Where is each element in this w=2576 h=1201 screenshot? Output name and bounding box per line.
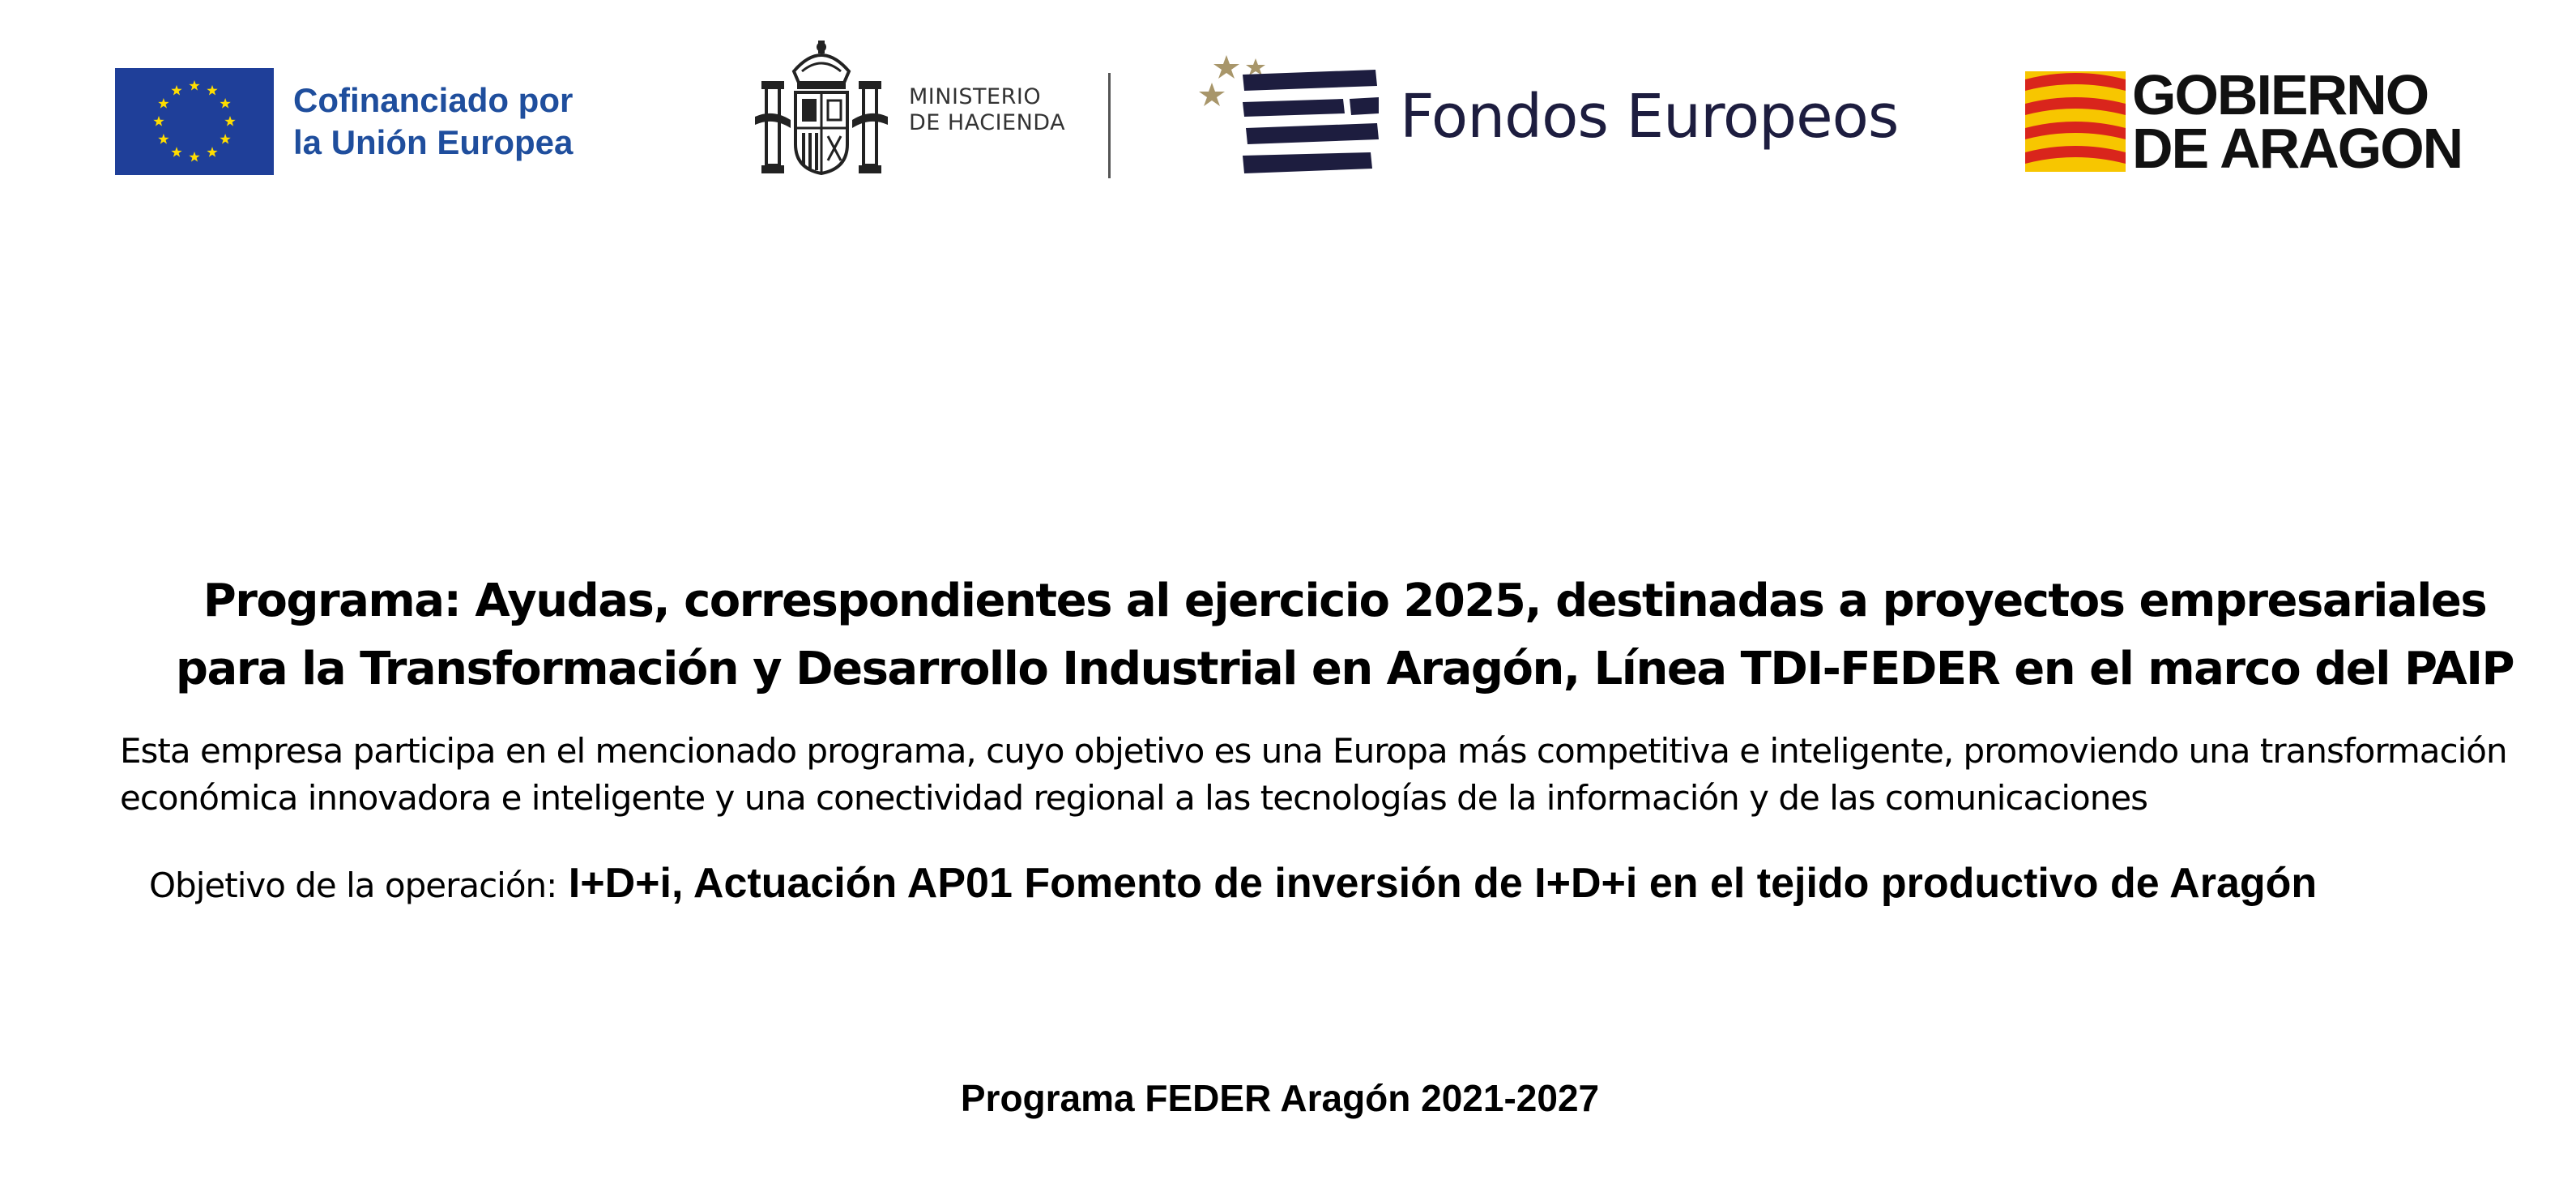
- objetivo-value: I+D+i, Actuación AP01 Fomento de inversión de I+D+i en el tejido productivo de Aragón: [568, 860, 2318, 907]
- feder-footer: Programa FEDER Aragón 2021-2027: [960, 1077, 1600, 1119]
- ministerio-line1: MINISTERIO: [909, 84, 1042, 109]
- gobierno-aragon-text: [2132, 63, 2463, 180]
- logo-bar: [0, 0, 2576, 194]
- programa-description: Esta empresa participa en el mencionado programa, cuyo objetivo es una Europa más competitiva e inteligente, promoviendo una transformación económica innovadora e inteligente y una conectividad regional a las tecnologías de la información y de las comunicaciones: [120, 731, 2507, 818]
- aragon-line1: GOBIERNO: [2132, 63, 2429, 126]
- ministerio-line2: DE HACIENDA: [909, 110, 1066, 135]
- ministerio-logo-text: [909, 84, 1065, 136]
- aragon-flag-icon: [2025, 71, 2126, 172]
- objetivo-label: Objetivo de la operación:: [149, 865, 557, 905]
- aragon-line2: DE ARAGON: [2132, 117, 2463, 180]
- eu-flag-icon: [115, 68, 274, 175]
- fondos-europeos-logo: [1197, 53, 1898, 180]
- logo-divider: [1108, 73, 1111, 178]
- eu-logo-line1: Cofinanciado por: [293, 81, 574, 119]
- fondos-europeos-text: Fondos Europeos: [1400, 82, 1899, 152]
- spain-coat-of-arms-icon: [753, 39, 889, 182]
- gobierno-aragon-logo: [2025, 63, 2463, 180]
- fondos-europeos-mark-icon: [1197, 53, 1382, 180]
- ministerio-hacienda-logo: [753, 39, 1065, 182]
- eu-cofinanciado-logo: [115, 68, 573, 175]
- eu-logo-line2: la Unión Europea: [293, 123, 574, 161]
- eu-logo-text: [293, 79, 573, 164]
- programa-title: Programa: Ayudas, correspondientes al ejercicio 2025, destinadas a proyectos empresariales para la Transformación y Desarrollo Industrial en Aragón, Línea TDI-FEDER en el marco del PAIP: [175, 575, 2514, 695]
- objetivo-operacion: [149, 859, 2498, 908]
